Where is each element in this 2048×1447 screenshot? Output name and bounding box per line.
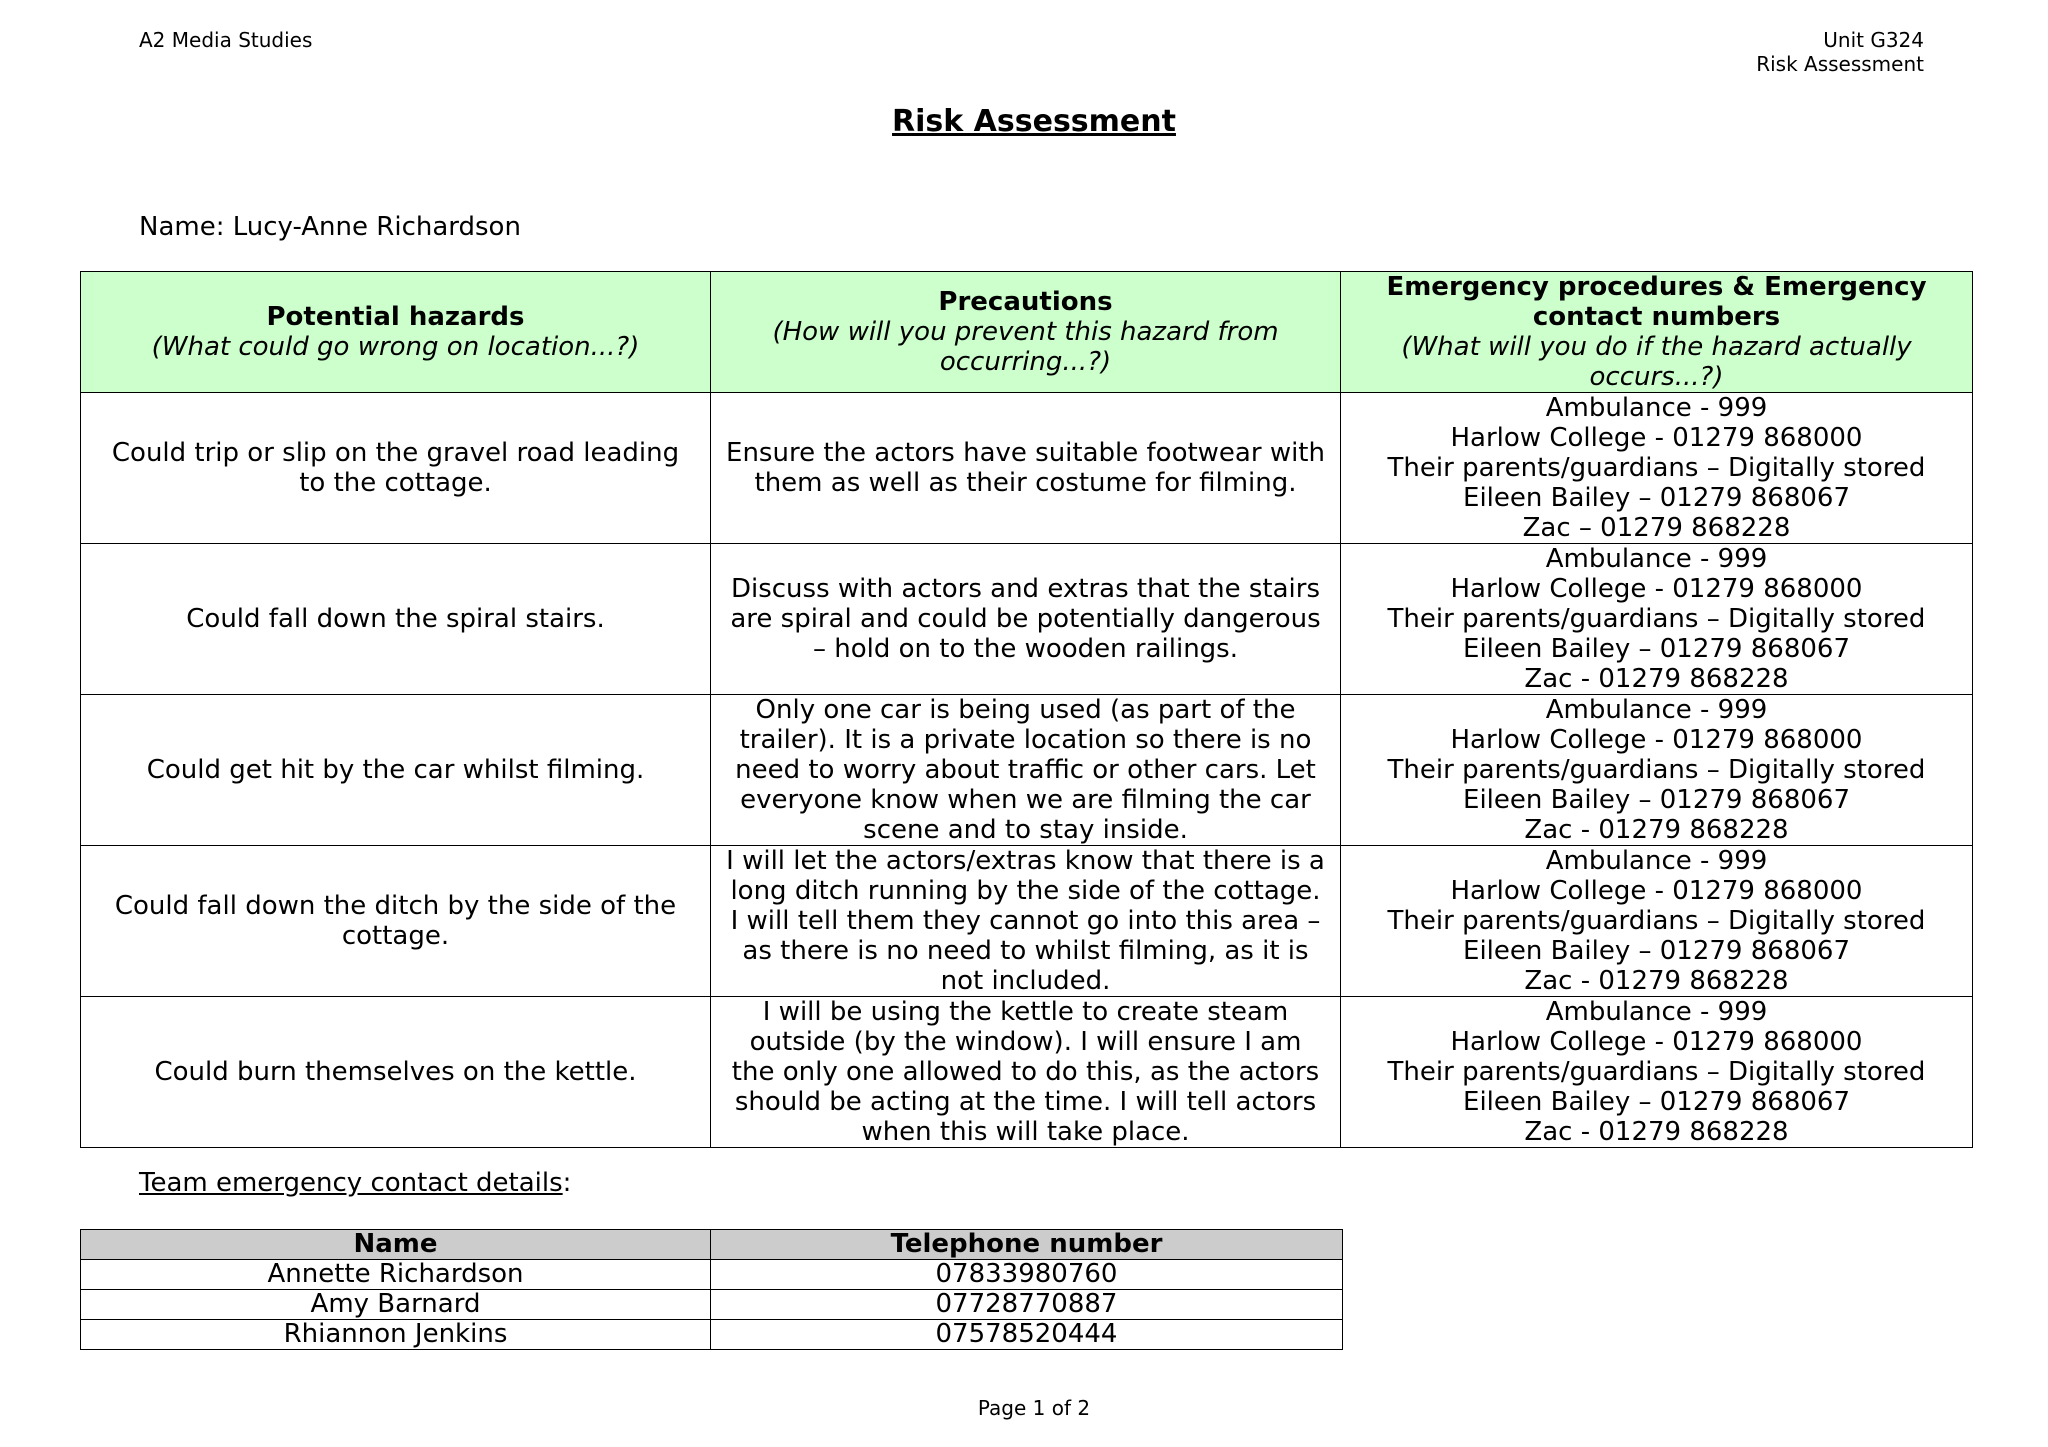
precaution-cell: Ensure the actors have suitable footwear with them as well as their costume for filming. <box>711 393 1341 544</box>
emergency-line: Zac – 01279 868228 <box>1522 513 1791 543</box>
team-contacts-table <box>80 1229 1343 1350</box>
column-header-precautions <box>711 272 1341 393</box>
emergency-line: Eileen Bailey – 01279 868067 <box>1463 483 1850 513</box>
emergency-line: Ambulance - 999 <box>1545 997 1768 1027</box>
contact-name: Rhiannon Jenkins <box>81 1320 711 1350</box>
emergency-line: Zac - 01279 868228 <box>1524 815 1789 845</box>
table-row <box>81 1260 1343 1290</box>
emergency-line: Zac - 01279 868228 <box>1524 1117 1789 1147</box>
risk-table-header-row <box>81 272 1973 393</box>
table-row <box>81 846 1973 997</box>
contact-phone: 07578520444 <box>711 1320 1343 1350</box>
emergency-line: Ambulance - 999 <box>1545 544 1768 574</box>
contact-phone: 07833980760 <box>711 1260 1343 1290</box>
column-header-name: Name <box>81 1230 711 1260</box>
column-header-emergency <box>1341 272 1973 393</box>
header-doc-type: Risk Assessment <box>1756 52 1924 76</box>
emergency-line: Harlow College - 01279 868000 <box>1450 1027 1863 1057</box>
precaution-cell: Discuss with actors and extras that the stairs are spiral and could be potentially dangerous – hold on to the wooden railings. <box>711 544 1341 695</box>
emergency-cell <box>1341 393 1973 544</box>
emergency-line: Zac - 01279 868228 <box>1524 966 1789 996</box>
precaution-cell: I will be using the kettle to create steam outside (by the window). I will ensure I am the only one allowed to do this, as the actors should be acting at the time. I will tell actors when this will take place. <box>711 997 1341 1148</box>
emergency-cell <box>1341 544 1973 695</box>
table-row <box>81 695 1973 846</box>
emergency-line: Ambulance - 999 <box>1545 695 1768 725</box>
table-row <box>81 1290 1343 1320</box>
hazard-cell: Could trip or slip on the gravel road leading to the cottage. <box>81 393 711 544</box>
page-number: Page 1 of 2 <box>977 1396 1091 1420</box>
table-row <box>81 997 1973 1148</box>
emergency-line: Eileen Bailey – 01279 868067 <box>1463 785 1850 815</box>
emergency-line: Harlow College - 01279 868000 <box>1450 876 1863 906</box>
emergency-line: Their parents/guardians – Digitally stored <box>1387 453 1926 483</box>
column-header-subtitle: (What could go wrong on location...?) <box>151 332 640 362</box>
column-header-hazards <box>81 272 711 393</box>
emergency-cell <box>1341 695 1973 846</box>
column-header-title: Emergency procedures & Emergency contact numbers <box>1386 272 1927 332</box>
emergency-line: Eileen Bailey – 01279 868067 <box>1463 1087 1850 1117</box>
emergency-line: Their parents/guardians – Digitally stored <box>1387 755 1926 785</box>
emergency-cell <box>1341 846 1973 997</box>
column-header-subtitle: (How will you prevent this hazard from occurring...?) <box>772 317 1279 377</box>
team-contacts-label-text: Team emergency contact details <box>139 1168 563 1198</box>
emergency-cell <box>1341 997 1973 1148</box>
column-header-title: Potential hazards <box>266 302 525 332</box>
emergency-line: Harlow College - 01279 868000 <box>1450 574 1863 604</box>
emergency-line: Eileen Bailey – 01279 868067 <box>1463 634 1850 664</box>
emergency-line: Their parents/guardians – Digitally stored <box>1387 906 1926 936</box>
hazard-cell: Could get hit by the car whilst filming. <box>81 695 711 846</box>
hazard-cell: Could burn themselves on the kettle. <box>81 997 711 1148</box>
contact-name: Amy Barnard <box>81 1290 711 1320</box>
header-course: A2 Media Studies <box>139 28 313 52</box>
column-header-telephone: Telephone number <box>711 1230 1343 1260</box>
table-row <box>81 393 1973 544</box>
team-contacts-label-colon: : <box>562 1168 572 1198</box>
header-unit <box>1756 28 1924 76</box>
emergency-line: Their parents/guardians – Digitally stored <box>1387 604 1926 634</box>
emergency-line: Ambulance - 999 <box>1545 846 1768 876</box>
risk-assessment-table <box>80 271 1973 1148</box>
team-contacts-label <box>139 1166 571 1200</box>
page-title: Risk Assessment <box>892 104 1176 139</box>
emergency-line: Harlow College - 01279 868000 <box>1450 423 1863 453</box>
emergency-line: Zac - 01279 868228 <box>1524 664 1789 694</box>
emergency-line: Harlow College - 01279 868000 <box>1450 725 1863 755</box>
hazard-cell: Could fall down the ditch by the side of the cottage. <box>81 846 711 997</box>
team-table-header-row <box>81 1230 1343 1260</box>
contact-phone: 07728770887 <box>711 1290 1343 1320</box>
table-row <box>81 1320 1343 1350</box>
header-unit-code: Unit G324 <box>1823 28 1924 52</box>
student-name: Name: Lucy-Anne Richardson <box>139 212 521 242</box>
hazard-cell: Could fall down the spiral stairs. <box>81 544 711 695</box>
contact-name: Annette Richardson <box>81 1260 711 1290</box>
emergency-line: Their parents/guardians – Digitally stored <box>1387 1057 1926 1087</box>
emergency-line: Ambulance - 999 <box>1545 393 1768 423</box>
emergency-line: Eileen Bailey – 01279 868067 <box>1463 936 1850 966</box>
precaution-cell: I will let the actors/extras know that there is a long ditch running by the side of the cottage. I will tell them they cannot go into this area – as there is no need to whilst filming, as it is not included. <box>711 846 1341 997</box>
column-header-subtitle: (What will you do if the hazard actually occurs...?) <box>1401 332 1912 392</box>
table-row <box>81 544 1973 695</box>
column-header-title: Precautions <box>938 287 1113 317</box>
precaution-cell: Only one car is being used (as part of the trailer). It is a private location so there is no need to worry about traffic or other cars. Let everyone know when we are filming the car scene and to stay inside. <box>711 695 1341 846</box>
